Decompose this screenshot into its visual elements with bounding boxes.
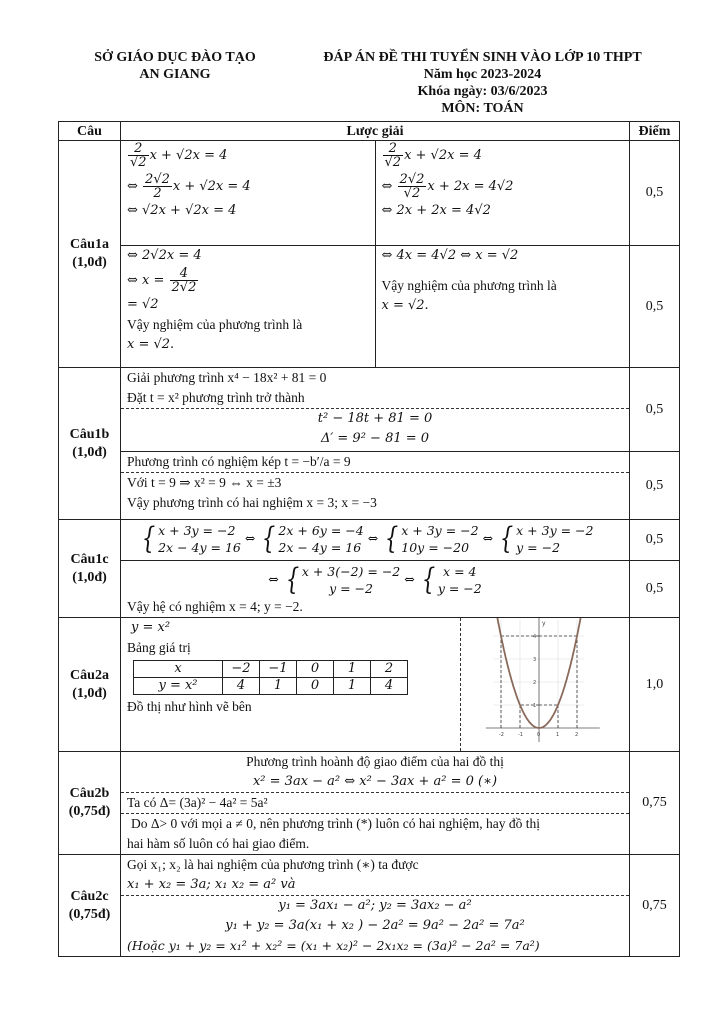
col-header-diem: Điểm xyxy=(630,122,680,141)
q1a-score2: 0,5 xyxy=(630,246,680,368)
q1a-right-line3: ⇔ 2x + 2x = 4√2 xyxy=(381,203,491,218)
value-table-cell: 4 xyxy=(371,678,408,695)
q2a-score: 1,0 xyxy=(630,618,680,752)
parabola-graph xyxy=(461,618,629,747)
q2c-points: (0,75đ) xyxy=(68,906,111,922)
q1c-s4a: x + 3y = −2 xyxy=(516,523,594,538)
q1b-score1: 0,5 xyxy=(630,368,680,452)
subject: MÔN: TOÁN xyxy=(441,101,524,116)
value-table-head-cell: 0 xyxy=(297,661,334,678)
q1a-left-line3: ⇔ √2x + √2x = 4 xyxy=(127,203,237,218)
value-table-cell: y = x² xyxy=(134,678,223,695)
x-tick-label: -2 xyxy=(499,732,504,738)
y-axis-label: y xyxy=(542,620,546,627)
header-right xyxy=(285,49,680,117)
x-tick-label: 2 xyxy=(575,732,579,738)
q1a-left-arrow: ⇔ xyxy=(127,179,138,194)
q2b-label: Câu2b xyxy=(69,786,110,801)
y-tick-label: 4 xyxy=(533,634,537,640)
q2b-line5: hai hàm số luôn có hai giao điểm. xyxy=(127,836,310,851)
school-year: Năm học 2023-2024 xyxy=(423,67,542,82)
q1a-left-b2: ⇔ x = xyxy=(127,273,165,288)
value-table-cell: 1 xyxy=(260,678,297,695)
q2b-line3: Ta có Δ= (3a)² − 4a² = 5a² xyxy=(127,795,268,810)
value-table-cell: 1 xyxy=(334,678,371,695)
q1b-line3: t² − 18t + 81 = 0 xyxy=(317,411,433,426)
q1c-s4b: y = −2 xyxy=(516,540,561,555)
q1b-line6: Với t = 9 ⇒ x² = 9 ⇔ x = ±3 xyxy=(127,475,282,490)
q1c-s2b: 2x − 4y = 16 xyxy=(278,540,362,555)
q2a-value-table xyxy=(133,660,408,695)
q2c-line4: y₁ + y₂ = 3a(x₁ + x₂ ) − 2a² = 9a² − 2a² = 7a² xyxy=(225,918,525,933)
q1a-score1: 0,5 xyxy=(630,141,680,246)
q1b-line1: Giải phương trình x⁴ − 18x² + 81 = 0 xyxy=(127,370,327,385)
q2a-line3: Đồ thị như hình vẽ bên xyxy=(127,699,252,714)
value-table-head-cell: 2 xyxy=(371,661,408,678)
q1c-s5b: y = −2 xyxy=(329,581,373,596)
q1a-left-b5: x = √2. xyxy=(127,337,175,352)
q2a-label-cell xyxy=(59,618,121,752)
q1a-left-line2: x + √2x = 4 xyxy=(172,179,251,194)
q1a-right-arrow: ⇔ xyxy=(381,179,393,194)
q1c-score2: 0,5 xyxy=(630,561,680,618)
q1a-right-b3: x = √2. xyxy=(381,298,429,313)
q2b-line1: Phương trình hoành độ giao điểm của hai đồ thị xyxy=(246,754,504,769)
q1a-left-b4: Vậy nghiệm của phương trình là xyxy=(127,317,303,332)
q2c-line1: Gọi x₁; x₂ là hai nghiệm của phương trình (∗) ta được xyxy=(127,857,419,872)
q2c-line3: y₁ = 3ax₁ − a²; y₂ = 3ax₂ − a² xyxy=(278,898,472,913)
value-table-head-cell: x xyxy=(134,661,223,678)
q2a-line2: Bảng giá trị xyxy=(127,640,191,655)
x-tick-label: -1 xyxy=(518,732,523,738)
q2c-score: 0,75 xyxy=(630,855,680,957)
q2b-label-cell xyxy=(59,752,121,855)
x-tick-label: 1 xyxy=(556,732,560,738)
q1b-line7: Vậy phương trình có hai nghiệm x = 3; x = −3 xyxy=(127,495,377,510)
q1b-line5: Phương trình có nghiệm kép t = −b′/a = 9 xyxy=(127,454,351,469)
q1b-label: Câu1b xyxy=(69,426,110,442)
q1c-s3a: x + 3y = −2 xyxy=(401,523,479,538)
col-header-cau: Câu xyxy=(59,122,121,141)
q1c-s6b: y = −2 xyxy=(437,581,482,596)
q1c-arrow4: ⇔ xyxy=(268,571,279,587)
q1a-right-b1: ⇔ 4x = 4√2 ⇔ x = √2 xyxy=(381,248,519,263)
value-table-head-cell: −1 xyxy=(260,661,297,678)
q1c-label-cell xyxy=(59,520,121,618)
q1c-score1: 0,5 xyxy=(630,520,680,561)
q1b-score2: 0,5 xyxy=(630,452,680,520)
value-table-cell: 0 xyxy=(297,678,334,695)
q1a-left-line1: x + √2x = 4 xyxy=(149,148,228,163)
answer-table: Câu Lược giải Điểm Câu1a (1,0đ) $\frac{2}{√2}$ x + √2x = 4 ⇔ $\frac{2√2}{2}$ x + √2x = 4 ⇔ √2x + √2x = 4 $\frac{2}{√2}$ x + √2x = 4 ⇔ $\frac{2√2}{√2}$ x + 2x = 4√2 ⇔ 2x + 2x = 4√2 0,5 ⇔ 2√2x = 4 ⇔ x = $\frac{4}{2√2}$ = √2 Vậy nghiệm của phương trình là x = √2. ⇔ 4x = 4√2 ⇔ x = √2 Vậy nghiệm của phương trình là x = √2. 0,5 Câu1b (1,0đ) Giải phương trình x⁴ − 18x² + 81 = 0 Đặt t = x² phương trình trở thành t² − 18t + 81 = 0 Δ′ = 9² − 81 = 0 0,5 Phương trình có nghiệm kép t = −b′/a = 9 Với t = 9 ⇒ x² = 9 ⇔ x = ±3 Vậy phương trình có hai nghiệm x = 3; x = −3 0,5 Câu1c (1,0đ) { x + 3y = −2 2x − 4y = 16 ⇔ { 2x + 6y = −4 2x − 4y = 16 ⇔ { x + 3y = −2 10y = −20 ⇔ { x + 3y = −2 y = −2 0,5 ⇔ { x + 3(−2) = −2 y = −2 ⇔ { x = 4 y = −2 Vậy hệ có nghiệm x = 4; y = −2. 0,5 Câu2a (1,0đ) y = x² Bảng giá trị x −2 −1 0 1 2 y = x² 4 1 0 1 4 Đồ thị như hình vẽ bên -2 -1 0 1 2 4 3 2 1 y 1,0 Câu2b (0,75đ) Phương trình hoành độ giao điểm của hai đồ thị x² = 3ax − a² ⇔ x² − 3ax + a² = 0 (∗) Ta có Δ= (3a)² − 4a² = 5a² Do Δ> 0 với mọi a ≠ 0, nên phương trình (*) luôn có hai nghiệm, hay đồ thị hai hàm số luôn có hai giao điểm. 0,75 Câu2c (0,75đ) Gọi x₁; x₂ là hai nghiệm của phương trình (∗) ta được x₁ + x₂ = 3a; x₁ x₂ = a² và y₁ = 3ax₁ − a²; y₂ = 3ax₂ − a² y₁ + y₂ = 3a(x₁ + x₂ ) − 2a² = 9a² − 2a² = 7a² (Hoặc y₁ + y₂ = x₁² + x₂² = (x₁ + x₂)² − 2x₁x₂ = (3a)² − 2a² = 7a²) 0,75 xyxy=(58,121,680,957)
q1a-right-line2: x + 2x = 4√2 xyxy=(427,179,514,194)
q1a-left-b3: = √2 xyxy=(127,297,159,312)
value-table-head-cell: −2 xyxy=(223,661,260,678)
q1c-label: Câu1c xyxy=(70,551,109,567)
y-tick-label: 1 xyxy=(533,703,537,709)
q2c-label-cell xyxy=(59,855,121,957)
q1a-points: (1,0đ) xyxy=(72,255,107,270)
q1c-s2a: 2x + 6y = −4 xyxy=(278,523,364,538)
y-tick-label: 3 xyxy=(533,657,537,663)
q2a-line1: y = x² xyxy=(131,620,171,635)
q1b-points: (1,0đ) xyxy=(72,444,107,460)
col-header-luoc-giai: Lược giải xyxy=(121,122,630,141)
y-tick-label: 2 xyxy=(533,680,537,686)
q1a-label-cell xyxy=(59,141,121,368)
exam-date: Khóa ngày: 03/6/2023 xyxy=(417,84,548,99)
q2c-line5-prefix: (Hoặc xyxy=(127,938,165,953)
x-tick-label: 0 xyxy=(537,732,541,738)
q2a-label: Câu2a xyxy=(70,667,109,683)
q2b-line2: x² = 3ax − a² ⇔ x² − 3ax + a² = 0 (∗) xyxy=(252,774,498,789)
q1c-arrow1: ⇔ xyxy=(244,530,256,546)
value-table-cell: 4 xyxy=(223,678,260,695)
q1c-arrow5: ⇔ xyxy=(404,571,415,587)
q2b-line4: Do Δ> 0 với mọi a ≠ 0, nên phương trình (*) luôn có hai nghiệm, hay đồ thị xyxy=(131,816,540,831)
q1c-s1b: 2x − 4y = 16 xyxy=(158,540,241,555)
q2c-label: Câu2c xyxy=(70,888,109,904)
province-name: AN GIANG xyxy=(139,67,211,82)
q1a-right-line1: x + √2x = 4 xyxy=(404,148,482,163)
department-name: SỞ GIÁO DỤC ĐÀO TẠO xyxy=(94,50,256,65)
q1c-points: (1,0đ) xyxy=(72,569,107,585)
q2b-score: 0,75 xyxy=(630,752,680,855)
value-table-head-cell: 1 xyxy=(334,661,371,678)
q1c-arrow3: ⇔ xyxy=(482,530,494,546)
q1c-conclusion: Vậy hệ có nghiệm x = 4; y = −2. xyxy=(127,599,303,614)
header-left xyxy=(60,49,290,83)
q1c-arrow2: ⇔ xyxy=(367,530,379,546)
q2c-line5: y₁ + y₂ = x₁² + x₂² = (x₁ + x₂)² − 2x₁x₂ = (3a)² − 2a² = 7a²) xyxy=(168,938,540,953)
document-title: ĐÁP ÁN ĐỀ THI TUYỂN SINH VÀO LỚP 10 THPT xyxy=(323,50,642,65)
q1c-s5a: x + 3(−2) = −2 xyxy=(301,564,401,579)
q1c-s3b: 10y = −20 xyxy=(401,540,470,555)
q1b-line4: Δ′ = 9² − 81 = 0 xyxy=(320,431,430,446)
q2c-line2: x₁ + x₂ = 3a; x₁ x₂ = a² và xyxy=(127,877,296,892)
q1b-label-cell xyxy=(59,368,121,520)
q1a-label: Câu1a xyxy=(70,237,109,252)
q1c-s6a: x = 4 xyxy=(443,564,477,579)
q1b-line2: Đặt t = x² phương trình trở thành xyxy=(127,390,305,405)
q1a-right-b2: Vậy nghiệm của phương trình là xyxy=(381,278,557,293)
q2b-points: (0,75đ) xyxy=(68,804,111,819)
q1c-s1a: x + 3y = −2 xyxy=(158,523,236,538)
parabola-curve xyxy=(496,618,581,728)
q1a-left-b1: ⇔ 2√2x = 4 xyxy=(127,248,202,263)
q2a-points: (1,0đ) xyxy=(72,685,107,701)
